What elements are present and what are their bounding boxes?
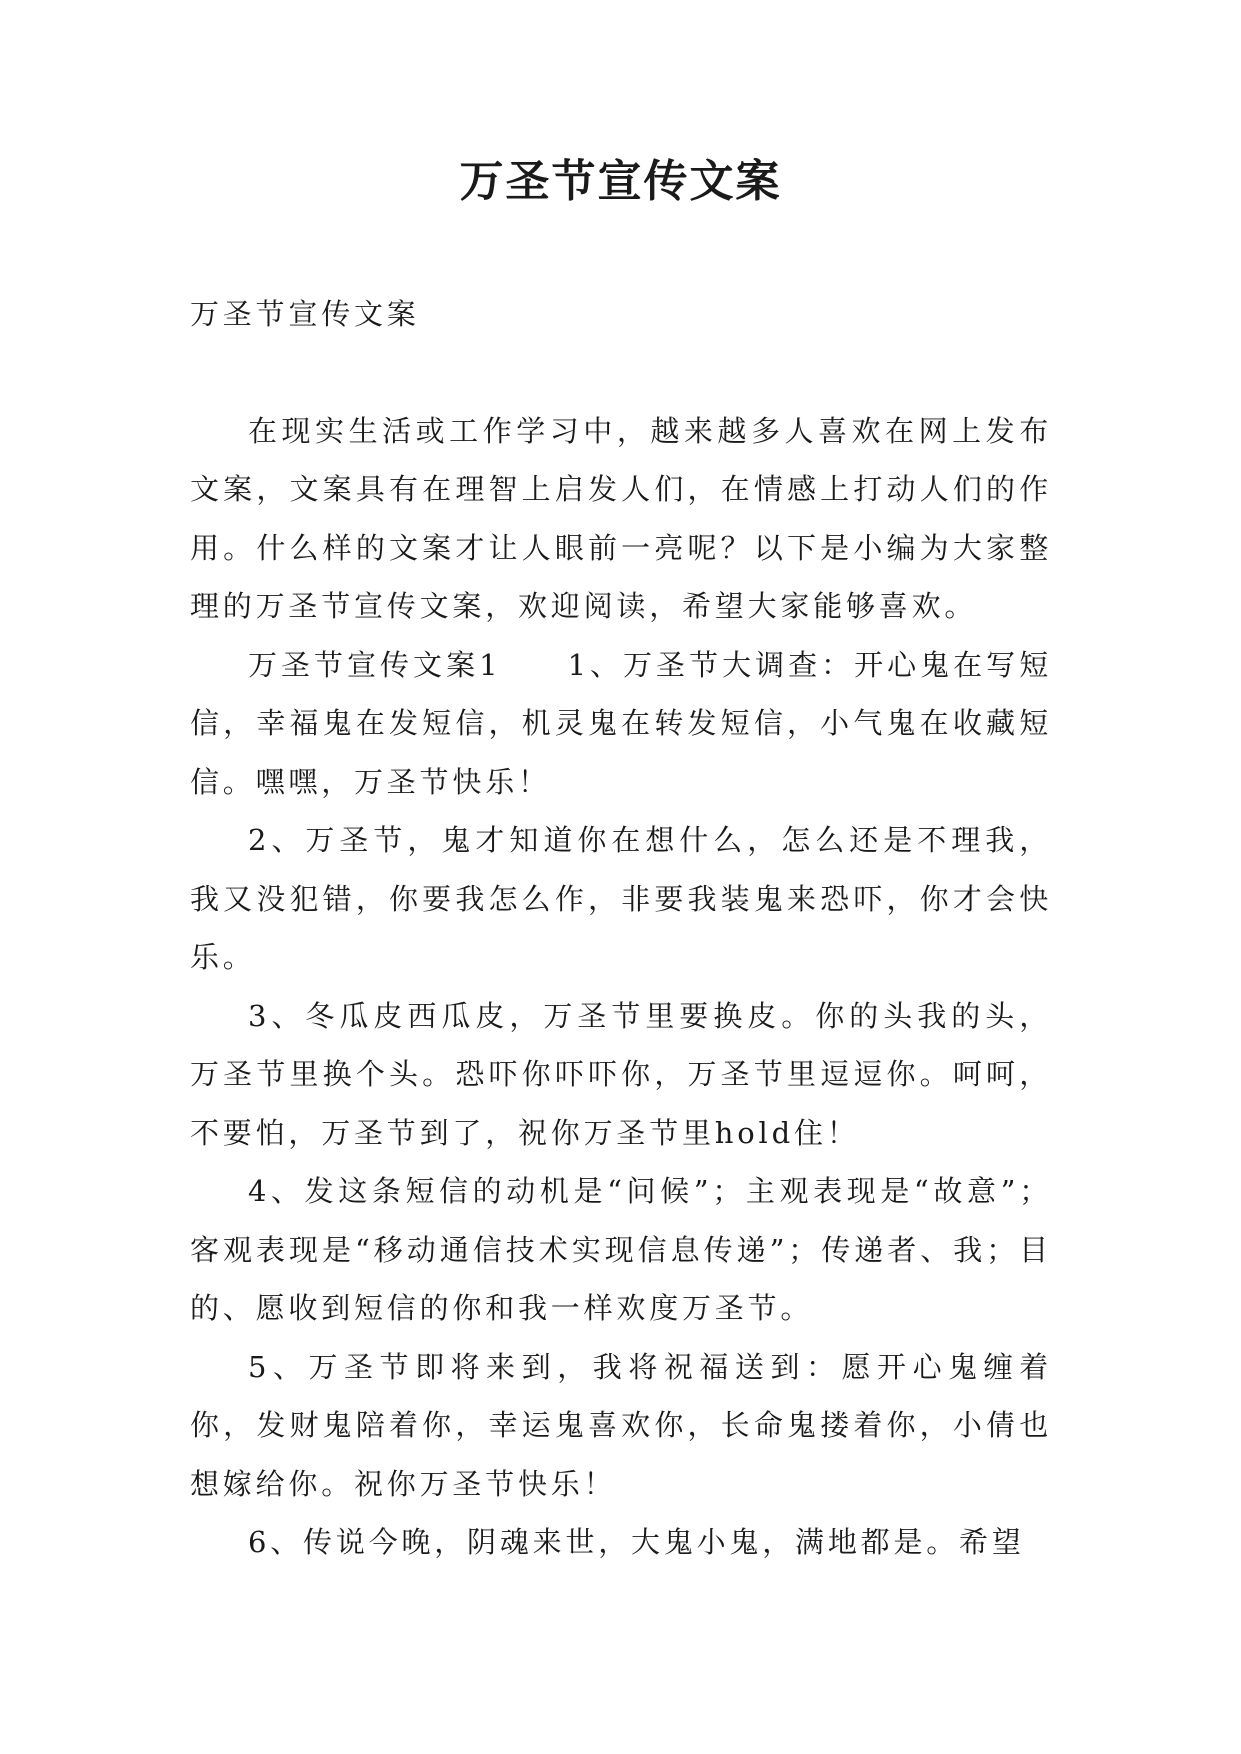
paragraph-item-6: 6、传说今晚，阴魂来世，大鬼小鬼，满地都是。希望 [248,1525,1025,1559]
paragraph-item-1: 万圣节宣传文案1 1、万圣节大调查：开心鬼在写短信，幸福鬼在发短信，机灵鬼在转发短信，小气鬼在收藏短信。嘿嘿，万圣节快乐！ [190,647,1052,799]
document-subtitle: 万圣节宣传文案 [190,297,420,331]
paragraph-item-4: 4、发这条短信的动机是“问候”；主观表现是“故意”；客观表现是“移动通信技术实现信息传递”；传递者、我；目的、愿收到短信的你和我一样欢度万圣节。 [190,1174,1052,1325]
paragraph-item-5: 5、万圣节即将来到，我将祝福送到：愿开心鬼缠着你，发财鬼陪着你，幸运鬼喜欢你，长命鬼搂着你，小倩也想嫁给你。祝你万圣节快乐！ [190,1349,1052,1501]
paragraph-item-2: 2、万圣节，鬼才知道你在想什么，怎么还是不理我，我又没犯错，你要我怎么作，非要我装鬼来恐吓，你才会快乐。 [190,823,1052,974]
document-title: 万圣节宣传文案 [459,156,782,207]
intro-paragraph: 在现实生活或工作学习中，越来越多人喜欢在网上发布文案，文案具有在理智上启发人们，在情感上打动人们的作用。什么样的文案才让人眼前一亮呢？以下是小编为大家整理的万圣节宣传文案，欢迎阅读，希望大家能够喜欢。 [190,413,1052,623]
document-body [190,285,1052,1572]
paragraph-item-3: 3、冬瓜皮西瓜皮，万圣节里要换皮。你的头我的头，万圣节里换个头。恐吓你吓吓你，万圣节里逗逗你。呵呵，不要怕，万圣节到了，祝你万圣节里hold住！ [190,998,1052,1150]
